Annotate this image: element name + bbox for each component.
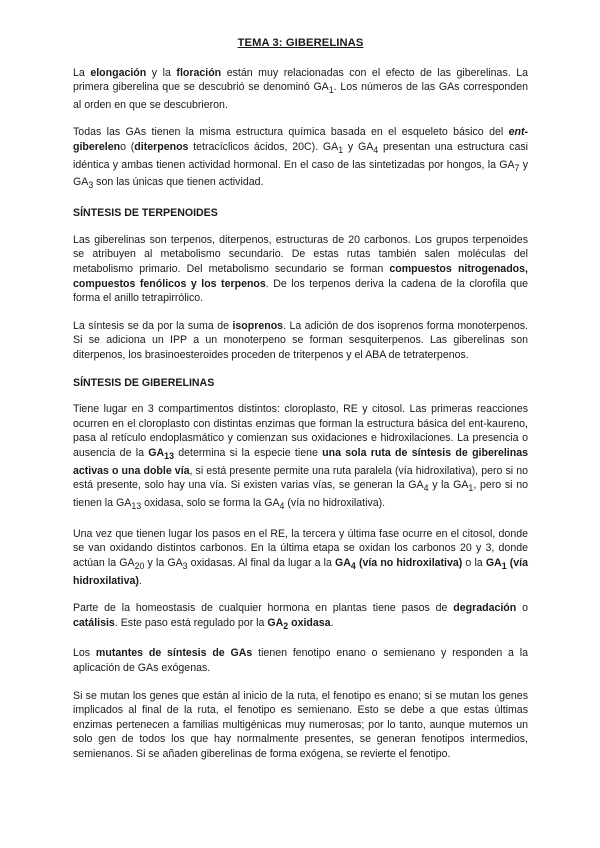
text-run: La síntesis se da por la suma de bbox=[73, 319, 233, 332]
text-run: tetracíclicos ácidos, 20C). GA bbox=[188, 141, 339, 154]
subscript: 13 bbox=[164, 451, 174, 462]
paragraph bbox=[73, 527, 528, 588]
subscript: 7 bbox=[514, 162, 520, 173]
subscript: 3 bbox=[182, 560, 188, 571]
text-run: (vía no hidroxilativa) bbox=[355, 556, 463, 569]
text-run: catálisis bbox=[73, 616, 115, 629]
text-run: Todas las GAs tienen la misma estructura química basada en el esqueleto básico del bbox=[73, 126, 509, 139]
text-run: . De los terpenos deriva la cadena de la clorofila que forma el anillo tetrapirrólico. bbox=[73, 277, 528, 305]
paragraph bbox=[73, 402, 528, 513]
text-run: o la bbox=[462, 556, 486, 569]
text-run: Una vez que tienen lugar los pasos en el RE, la tercera y última fase ocurre en el citosol, donde se van oxidando distintos carbonos. En la última etapa se oxidan los carbonos 20 y 3, donde actúan la GA bbox=[73, 527, 528, 569]
text-run: y la GA bbox=[144, 556, 183, 569]
text-run: oxidasa bbox=[288, 616, 331, 629]
subscript: 4 bbox=[373, 145, 379, 156]
subscript: 20 bbox=[134, 560, 145, 571]
text-run: una sola ruta de síntesis de giberelinas activas o una doble vía bbox=[73, 446, 529, 477]
text-run: están muy relacionadas con el efecto de las giberelinas. La primera giberelina que se descubrió se denominó GA bbox=[73, 66, 529, 94]
paragraph bbox=[73, 233, 528, 306]
text-run: oxidasas. Al final da lugar a la bbox=[187, 556, 336, 569]
text-run: Tiene lugar en 3 compartimentos distintos: cloroplasto, RE y citosol. Las primeras reacciones ocurren en el cloroplasto con distintas enzimas que forman la estructura básica del ent-kaureno, pasa al retículo endoplasmático y comienzan sus oxidaciones e hidroxilaciones. La presencia o ausencia de la bbox=[73, 403, 528, 459]
text-run: GA bbox=[335, 556, 351, 569]
text-run: . La adición de dos isoprenos forma monoterpenos. Si se adiciona un IPP a un monoterpeno se forman sesquiterpenos. Las giberelinas son diterpenos, los brasinoesteroides proceden de triterpenos y el ABA de tetraterpenos. bbox=[73, 319, 528, 361]
text-run: degradación bbox=[453, 602, 517, 615]
text-run: GA bbox=[148, 446, 165, 459]
section-sintesis-terpenoides bbox=[73, 206, 528, 362]
text-run: elongación bbox=[90, 66, 147, 79]
text-run: o bbox=[516, 602, 528, 615]
paragraph bbox=[73, 66, 528, 113]
subscript: 3 bbox=[88, 180, 94, 191]
section-heading: SÍNTESIS DE TERPENOIDES bbox=[73, 207, 218, 220]
text-run: compuestos nitrogenados, compuestos fenólicos y los terpenos bbox=[73, 262, 528, 290]
paragraph bbox=[73, 646, 528, 675]
text-run: GA bbox=[485, 556, 502, 569]
text-run: y GA bbox=[343, 141, 374, 154]
paragraph bbox=[73, 601, 528, 633]
document-title: TEMA 3: GIBERELINAS bbox=[237, 37, 364, 49]
text-run: (vía no hidroxilativa). bbox=[284, 496, 386, 509]
text-run: y la GA bbox=[428, 479, 469, 492]
text-run: presentan una estructura casi idéntica y ambas tienen actividad hormonal. En el caso de las sintetizadas por hongos, la GA bbox=[73, 141, 528, 171]
text-run: . Los números de las GAs corresponden al orden en que se descubrieron. bbox=[73, 81, 528, 111]
section-intro bbox=[73, 66, 528, 194]
text-run: oxidasa, solo se forma la GA bbox=[141, 496, 280, 509]
text-run: diterpenos bbox=[134, 141, 189, 154]
text-run: (vía hidroxilativa) bbox=[73, 556, 528, 587]
text-run: . bbox=[138, 574, 142, 587]
section-sintesis-giberelinas bbox=[73, 376, 528, 762]
subscript: 4 bbox=[423, 483, 429, 494]
text-run: mutantes de síntesis de GAs bbox=[95, 647, 253, 660]
subscript: 1 bbox=[501, 560, 507, 571]
text-run: , si está presente permite una ruta paralela (vía hidroxilativa), pero si no está presente, solo hay una vía. Si existen varias vías, se generan la GA bbox=[73, 464, 528, 492]
subscript: 4 bbox=[279, 501, 285, 512]
text-run: , pero si no tienen la GA bbox=[73, 479, 528, 509]
subscript: 13 bbox=[131, 501, 142, 512]
text-run: -giberelen bbox=[73, 126, 528, 154]
text-run: Si se mutan los genes que están al inicio de la ruta, el fenotipo es enano; si se mutan los genes implicados al final de la ruta, el fenotipo es semienano. Esto se debe a que estas últimas enzimas pertenecen a familias multigénicas muy numerosas; por lo tanto, aunque mutemos un solo gen de todos los que hay normalmente presentes, se generan fenotipos intermedios, semienanos. Si se añaden giberelinas de forma exógena, se revierte el fenotipo. bbox=[73, 689, 528, 760]
text-run: y GA bbox=[73, 158, 528, 189]
text-run: GA bbox=[267, 616, 284, 629]
text-run: isoprenos bbox=[232, 319, 284, 332]
paragraph bbox=[73, 319, 528, 363]
text-run: Parte de la homeostasis de cualquier hormona en plantas tiene pasos de bbox=[73, 602, 454, 615]
subscript: 1 bbox=[328, 85, 334, 96]
section-heading: SÍNTESIS DE GIBERELINAS bbox=[73, 376, 215, 389]
text-run: ent bbox=[508, 126, 525, 139]
paragraph bbox=[73, 689, 528, 762]
text-run: La bbox=[73, 66, 91, 79]
document-page bbox=[73, 36, 528, 775]
subscript: 2 bbox=[283, 620, 289, 631]
text-run: floración bbox=[176, 66, 222, 79]
subscript: 1 bbox=[338, 145, 344, 156]
subscript: 4 bbox=[350, 560, 356, 571]
text-run: o ( bbox=[120, 141, 135, 154]
text-run: . bbox=[330, 616, 334, 629]
text-run: son las únicas que tienen actividad. bbox=[93, 176, 264, 189]
text-run: determina si la especie tiene bbox=[174, 446, 323, 459]
text-run: Los bbox=[73, 647, 96, 660]
text-run: . Este paso está regulado por la bbox=[114, 616, 268, 629]
text-run: tienen fenotipo enano o semienano y responden a la aplicación de GAs exógenas. bbox=[73, 647, 529, 674]
text-run: Las giberelinas son terpenos, diterpenos, estructuras de 20 carbonos. Los grupos terpenoides se atribuyen al metabolismo secundario. De estas rutas también salen moléculas del metabolismo primario. Del metabolismo secundario se forman bbox=[73, 233, 528, 275]
paragraph bbox=[73, 125, 528, 193]
subscript: 1 bbox=[468, 483, 474, 494]
text-run: y la bbox=[146, 66, 177, 79]
